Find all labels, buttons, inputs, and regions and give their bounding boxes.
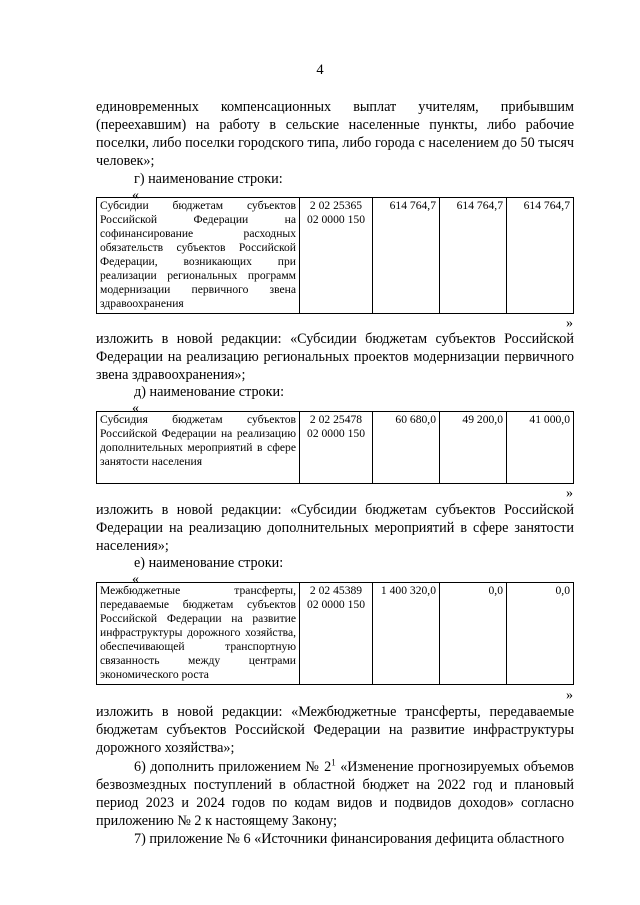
item-g-heading: г) наименование строки: — [134, 171, 283, 187]
item-g-open-quote: « — [132, 188, 139, 203]
row-value-cell: 41 000,0 — [507, 412, 574, 484]
page-number: 4 — [316, 62, 324, 78]
row-value-cell: 60 680,0 — [373, 412, 440, 484]
item-d-open-quote: « — [132, 401, 139, 416]
row-value-cell: 1 400 320,0 — [373, 583, 440, 685]
row-code-cell: 2 02 45389 02 0000 150 — [300, 583, 373, 685]
item-e-table — [96, 582, 574, 685]
paragraph-6-start: 6) дополнить приложением № 2 — [134, 759, 332, 775]
row-name-cell: Межбюджетные трансферты, передаваемые бюджетам субъектов Российской Федерации на развитие инфраструктуры дорожного хозяйства, обеспечивающей транспортную связанность между центрами экономического роста — [97, 583, 300, 685]
intro-paragraph: единовременных компенсационных выплат учителям, прибывшим (переехавшим) на работу в сельские населенные пункты, либо рабочие поселки, либо поселки городского типа, либо города с населением до 50 тысяч человек»; — [96, 99, 574, 169]
table-row — [97, 198, 574, 314]
item-g-close-quote: » — [566, 316, 573, 331]
row-value-cell: 614 764,7 — [373, 198, 440, 314]
item-e-new-text: изложить в новой редакции: «Межбюджетные трансферты, передаваемые бюджетам субъектов Российской Федерации на развитие инфраструктуры дорожного хозяйства»; — [96, 704, 574, 756]
paragraph-6 — [96, 758, 574, 830]
table-row — [97, 583, 574, 685]
item-d-close-quote: » — [566, 486, 573, 501]
row-name-cell: Субсидия бюджетам субъектов Российской Федерации на реализацию дополнительных мероприятий в сфере занятости населения — [97, 412, 300, 484]
paragraph-6-rest: «Изменение прогнозируемых объемов безвозмездных поступлений в областной бюджет на 2022 год и плановый период 2023 и 2024 годов по кодам видов и подвидов доходов» согласно приложению № 2 к настоящему Закону; — [96, 759, 574, 829]
item-e-open-quote: « — [132, 572, 139, 587]
row-value-cell: 614 764,7 — [440, 198, 507, 314]
item-d-table — [96, 411, 574, 484]
paragraph-6-superscript: 1 — [331, 757, 336, 768]
item-d-heading: д) наименование строки: — [134, 384, 285, 400]
row-code-cell: 2 02 25365 02 0000 150 — [300, 198, 373, 314]
row-value-cell: 614 764,7 — [507, 198, 574, 314]
item-e-close-quote: » — [566, 688, 573, 703]
item-g-table — [96, 197, 574, 314]
item-e-heading: е) наименование строки: — [134, 555, 284, 571]
row-value-cell: 0,0 — [440, 583, 507, 685]
row-name-cell: Субсидии бюджетам субъектов Российской Федерации на софинансирование расходных обязательств субъектов Российской Федерации, возникающих при реализации региональных программ модернизации первичного звена здравоохранения — [97, 198, 300, 314]
row-value-cell: 0,0 — [507, 583, 574, 685]
item-g-new-text: изложить в новой редакции: «Субсидии бюджетам субъектов Российской Федерации на реализацию региональных проектов модернизации первичного звена здравоохранения»; — [96, 331, 574, 383]
table-row — [97, 412, 574, 484]
row-code-cell: 2 02 25478 02 0000 150 — [300, 412, 373, 484]
paragraph-7: 7) приложение № 6 «Источники финансирования дефицита областного — [134, 831, 565, 847]
row-value-cell: 49 200,0 — [440, 412, 507, 484]
item-d-new-text: изложить в новой редакции: «Субсидии бюджетам субъектов Российской Федерации на реализацию дополнительных мероприятий в сфере занятости населения»; — [96, 502, 574, 554]
